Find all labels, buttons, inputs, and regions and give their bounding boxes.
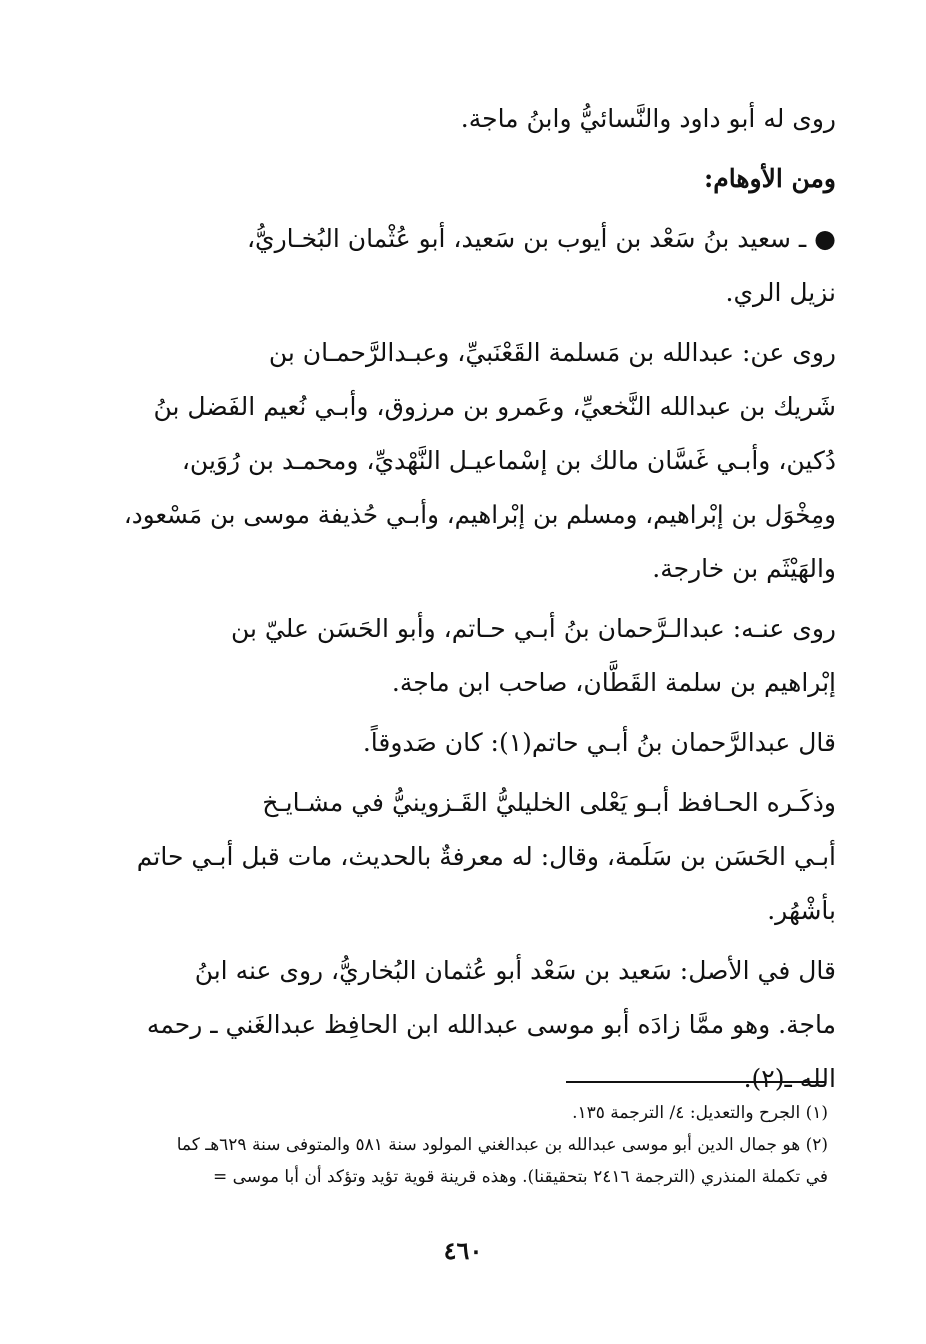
footnote-2-continued: في تكملة المنذري (الترجمة ٢٤١٦ بتحقيقنا). وهذه قرينة قوية تؤيد وتؤكد أن أبا موسى = [212,1167,828,1187]
text-line: الله ـ(٢). [743,1064,836,1093]
text-line: أبـي الحَسَن بن سَلَمة، وقال: له معرفةٌ بالحديث، مات قبل أبـي حاتم [136,842,836,871]
text-line: والهَيْثَم بن خارجة. [652,554,836,583]
text-line: وذكَـره الحـافظ أبـو يَعْلى الخليليُّ القَـزوينيُّ في مشـايـخ [262,788,836,817]
footnotes [120,1100,828,1190]
text-line: إبْراهيم بن سلمة القَطَّان، صاحب ابن ماجة. [391,668,836,697]
text-line: قال عبدالرَّحمان بنُ أبـي حاتم(١): كان صَدوقاً. [362,728,836,757]
text-line: نزيل الري. [725,278,836,307]
narrators-from-line: روى عن: عبدالله بن مَسلمة القَعْنَبيِّ، وعبـدالرَّحمـان بن [268,338,836,367]
section-heading: ومن الأوهام: [704,164,836,193]
footnote-2: (٢) هو جمال الدين أبو موسى عبدالله بن عبدالغني المولود سنة ٥٨١ والمتوفى سنة ٦٢٩هـ كما [176,1135,828,1155]
text-line: روى له أبو داود والنَّسائيُّ وابنُ ماجة. [460,104,836,133]
text-line: شَريك بن عبدالله النَّخعيِّ، وعَمرو بن مرزوق، وأبـي نُعيم الفَضل بنُ [153,392,836,421]
text-line: قال في الأصل: سَعيد بن سَعْد أبو عُثمان البُخاريُّ، روى عنه ابنُ [194,956,836,985]
text-line: ومِخْوَل بن إبْراهيم، ومسلم بن إبْراهيم، وأبـي حُذيفة موسى بن مَسْعود، [123,500,836,529]
page-number: ٤٦٠ [443,1236,483,1265]
narrators-to-line: روى عنـه: عبدالـرَّحمان بنُ أبـي حـاتم، وأبو الحَسَن عليّ بن [230,614,836,643]
text-line: دُكين، وأبـي غَسَّان مالك بن إسْماعيـل النَّهْديِّ، ومحمـد بن رُوَين، [181,446,836,475]
footnote-1: (١) الجرح والتعديل: ٤/ الترجمة ١٣٥. [572,1103,828,1123]
footnote-separator [566,1081,826,1083]
text-line: ماجة. وهو ممَّا زادَه أبو موسى عبدالله ابن الحافِظ عبدالغَني ـ رحمه [146,1010,836,1039]
entry-heading: ● ـ سعيد بنُ سَعْد بن أيوب بن سَعيد، أبو عُثْمان البُخـاريُّ، [246,224,836,253]
text-line: بأشْهُر. [767,896,836,925]
main-text [118,92,836,1106]
